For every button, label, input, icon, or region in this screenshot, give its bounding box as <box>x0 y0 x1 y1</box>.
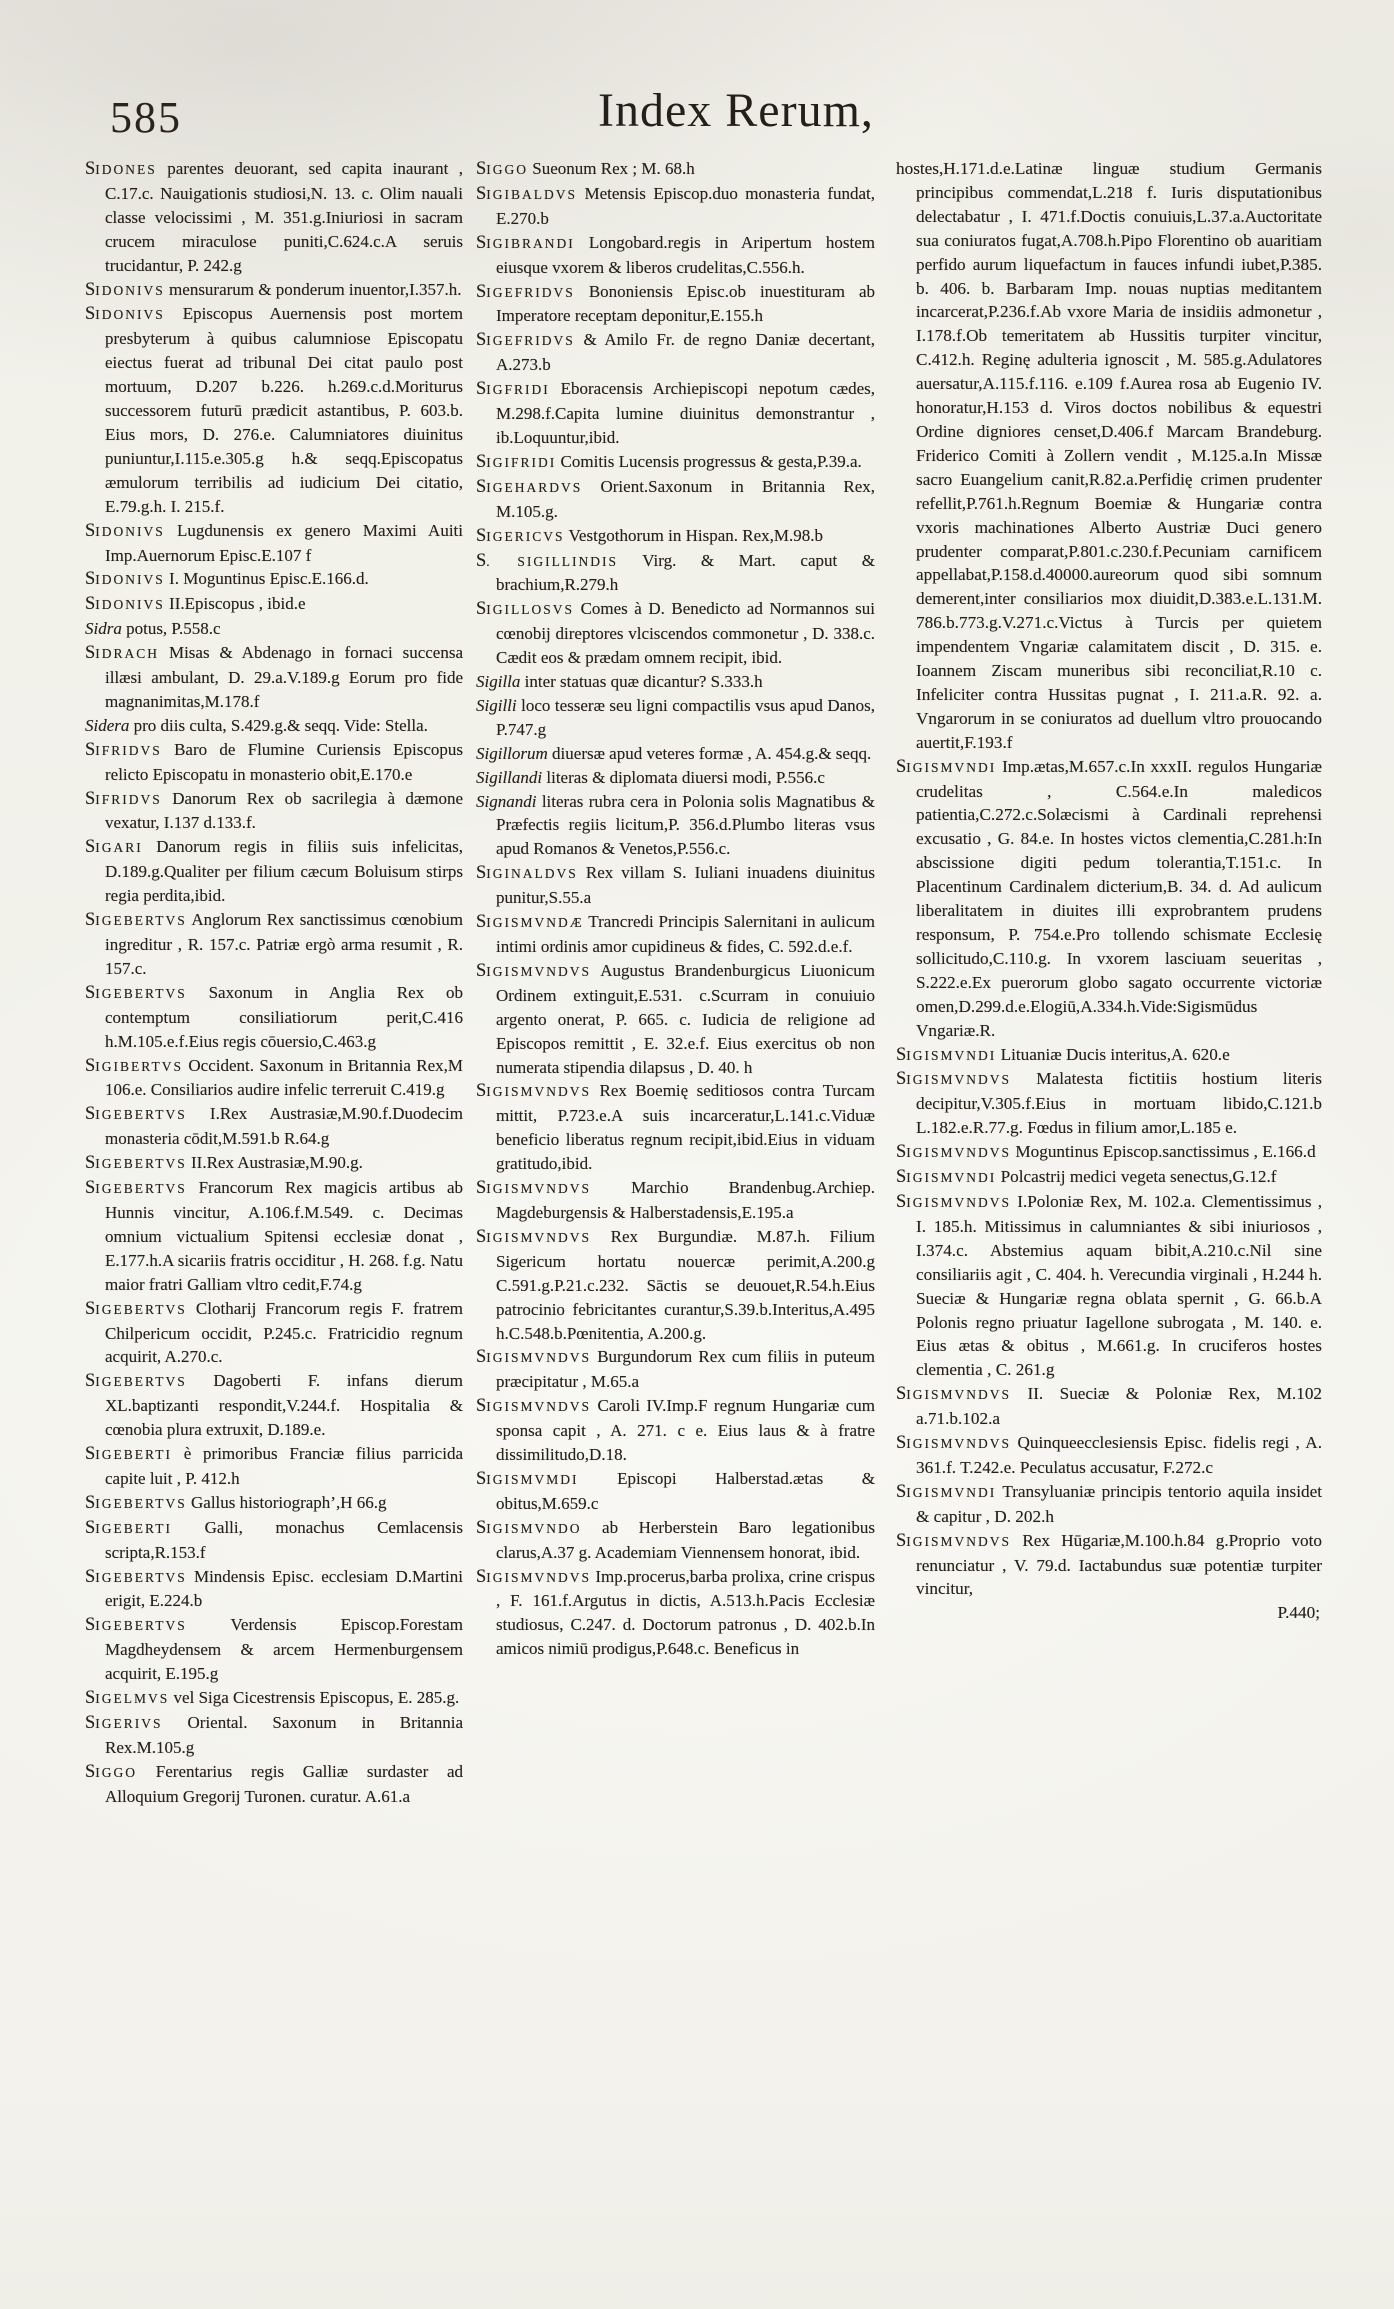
index-entry: Sidra potus, P.558.c <box>85 619 221 639</box>
entry-headword: SIGISMVNDI <box>896 1167 997 1188</box>
entry-headword: SIGISMVNDI <box>896 756 997 777</box>
entry-headword: SIGISMVMDI <box>476 1468 579 1489</box>
index-entry: SIGILLOSVS Comes à D. Benedicto ad Normannos sui cœnobij direptores vlciscendos commonetur , D. 338.c. Cædit eos & prædam omnem recipit, ibid. <box>476 599 875 668</box>
index-entry: SIGEHARDVS Orient.Saxonum in Britannia Rex, M.105.g. <box>476 476 875 521</box>
entry-headword: SIGISMVNDVS <box>476 1226 592 1247</box>
index-entry: Sigilli loco tesseræ seu ligni compactilis vsus apud Danos, P.747.g <box>476 695 876 739</box>
entry-headword: SIGEBERTVS <box>85 1298 187 1319</box>
entry-headword: SIGEBERTI <box>85 1444 172 1465</box>
index-entry: SIGIBERTVS Occident. Saxonum in Britannia Rex,M 106.e. Consiliarios audire infelic terreruit C.419.g <box>85 1055 463 1100</box>
index-entry: SIGEBERTVS II.Rex Austrasiæ,M.90.g. <box>85 1153 363 1174</box>
index-entry: SIGISMVNDI Imp.ætas,M.657.c.In xxxII. regulos Hungariæ crudelitas , C.564.e.In maledicos patientia,C.272.c.Solæcismi à Cardinali reprehensi excusatio , G. 84.e. In hostes victos clementia,C.281.h:In abscissione digiti pedum tolerantia,T.151.c. In Placentinum Cardinalem dicterium,B. 34. d. Ad aulicum liberalitatem in diuites illi exprobrantem prudens responsum, P. 754.e.Pro tollendo schismate Ecclesię sollicitudo,C.110.g. In vxorem lasciuam seueritas , S.222.e.Ex puerorum globo sagato occurrente victoriæ omen,D.299.d.e.Elogiū,A.334.h.Vide:Sigismūdus Vngariæ.R. <box>896 756 1322 1040</box>
entry-headword: S. SIGILLINDIS <box>476 550 619 571</box>
entry-headword: SIGEFRIDVS <box>476 281 575 302</box>
index-entry: SIGISMVNDVS Caroli IV.Imp.F regnum Hungariæ cum sponsa capit , A. 271. c e. Eius laus & à fratre dissimilitudo,D.18. <box>476 1396 875 1465</box>
index-column-1 <box>85 157 463 1809</box>
index-entry: SIDONIVS Lugdunensis ex genero Maximi Auiti Imp.Auernorum Episc.E.107 f <box>85 520 463 565</box>
entry-headword: Sidera <box>85 715 130 735</box>
entry-headword: SIDONIVS <box>85 279 165 300</box>
entry-headword: SIGEBERTVS <box>85 1104 187 1125</box>
index-entry: SIGISMVNDVS Marchio Brandenbug.Archiep. Magdeburgensis & Halberstadensis,E.195.a <box>476 1178 875 1222</box>
index-entry: SIGEBERTVS Anglorum Rex sanctissimus cœnobium ingreditur , R. 157.c. Patriæ ergò arma resumit , R. 157.c. <box>85 910 464 978</box>
index-entry: SIGISMVNDO ab Herberstein Baro legationibus clarus,A.37 g. Academiam Viennensem honorat, ibid. <box>476 1517 875 1562</box>
entry-headword: SIGEBERTVS <box>85 1615 187 1636</box>
entry-headword: Sigilli <box>476 695 517 715</box>
entry-headword: SIGISMVNDVS <box>896 1142 1012 1163</box>
index-entry: Sigillorum diuersæ apud veteres formæ , A. 454.g.& seqq. <box>476 743 872 763</box>
index-entry: SIGIFRIDI Comitis Lucensis progressus & gesta,P.39.a. <box>476 451 862 472</box>
entry-headword: SIGEFRIDVS <box>476 330 575 351</box>
index-entry: S. SIGILLINDIS Virg. & Mart. caput & brachium,R.279.h <box>476 550 875 595</box>
index-column-3 <box>896 157 1322 1625</box>
index-entry: SIGEBERTVS Francorum Rex magicis artibus ab Hunnis vincitur, A.106.f.M.549. c. Decimas omnium victualium Spitensi ecclesiæ donat , E.177.h.A sicariis fratris occiditur , H. 268. f.g. Natu maior fratri Galliam vltro cedit,F.74.g <box>85 1178 464 1294</box>
entry-headword: SIGISMVNDVS <box>476 1396 592 1417</box>
entry-headword: Signandi <box>476 791 537 811</box>
index-entry: SIGISMVNDI Lituaniæ Ducis interitus,A. 620.e <box>896 1044 1230 1065</box>
index-entry: SIGEFRIDVS & Amilo Fr. de regno Daniæ decertant, A.273.b <box>476 330 875 375</box>
index-entry: SIGGO Sueonum Rex ; M. 68.h <box>476 159 695 179</box>
entry-headword: SIGEBERTVS <box>85 1178 187 1199</box>
entry-headword: SIDONIVS <box>85 304 165 325</box>
entry-headword: SIGINALDVS <box>476 863 578 884</box>
index-entry: SIGISMVNDVS Rex Hūgariæ,M.100.h.84 g.Proprio voto renunciatur , V. 79.d. Iactabundus suæ potentiæ turpiter vincitur, <box>896 1530 1323 1599</box>
index-entry: SIGIBRANDI Longobard.regis in Aripertum hostem eiusque vxorem & liberos crudelitas,C.556.h. <box>476 232 876 277</box>
index-entry: SIGISMVNDVS Augustus Brandenburgicus Liuonicum Ordinem extinguit,E.531. c.Scurram in conuiuio argento onerat, P. 665. c. Iudicia de religione ad Episcopos remittit , E. 32.e.f. Eius exercitus ob non numerata stipendia dilapsus , D. 40. h <box>476 960 875 1077</box>
index-entry: SIGISMVNDVS Rex Burgundiæ. M.87.h. Filium Sigericum hortatu nouercæ perimit,A.200.g C.591.g.P.21.c.232. Sāctis se deuouet,R.54.h.Eius patrocinio febricitantes curantur,S.39.b.Interitus,A.495 h.C.548.b.Pœnitentia, A.200.g. <box>476 1226 876 1343</box>
page-title: Index Rerum, <box>598 84 874 137</box>
entry-headword: SIGISMVNDVS <box>896 1433 1012 1454</box>
entry-headword: SIGISMVNDVS <box>476 1178 592 1199</box>
index-entry: SIGISMVNDVS Malatesta fictitiis hostium literis decipitur,V.305.f.Eius in mortuam libido,C.121.b L.182.e.R.77.g. Fœdus in filium amor,L.185 e. <box>896 1069 1322 1138</box>
entry-headword: SIGEBERTVS <box>85 982 187 1003</box>
index-entry: SIGEBERTVS Mindensis Episc. ecclesiam D.Martini erigit, E.224.b <box>85 1566 464 1611</box>
index-entry: SIDONIVS mensurarum & ponderum inuentor,I.357.h. <box>85 279 462 300</box>
index-entry: SIGISMVNDVS Burgundorum Rex cum filiis in puteum præcipitatur , M.65.a <box>476 1347 875 1392</box>
entry-headword: SIGEBERTVS <box>85 1566 187 1587</box>
index-entry: Sigillandi literas & diplomata diuersi modi, P.556.c <box>476 767 825 787</box>
entry-headword: SIGEHARDVS <box>476 476 583 497</box>
entry-headword: SIGIBRANDI <box>476 232 575 253</box>
entry-headword: SIGILLOSVS <box>476 599 575 620</box>
entry-headword: SIGGO <box>85 1761 138 1782</box>
index-entry: SIGGO Ferentarius regis Galliæ surdaster ad Alloquium Gregorij Turonen. curatur. A.61.a <box>85 1761 464 1806</box>
index-entry: SIFRIDVS Danorum Rex ob sacrilegia à dæmone vexatur, I.137 d.133.f. <box>85 788 464 833</box>
index-entry: SIGISMVNDVS I.Poloniæ Rex, M. 102.a. Clementissimus , I. 185.h. Mitissimus in calumniantes & sibi iniuriosos , I.374.c. Abstemius aquam bibit,A.210.c.Nil sine consiliariis agit , C. 404. h. Verecundia virginali , H.244 h. Sueciæ & Hungariæ regna oblata spernit , G. 66.b.A Polonis regno priuatur Iagellone subrogata , M. 140. e. Eius ætas & obitus , M.661.g. In cruciferos hostes clementia , C. 261.g <box>896 1191 1322 1380</box>
page-number: 585 <box>110 93 182 142</box>
entry-headword: SIGISMVNDÆ <box>476 912 584 933</box>
entry-headword: SIGISMVNDI <box>896 1481 997 1502</box>
index-entry: SIDRACH Misas & Abdenago in fornaci succensa illæsi ambulant, D. 29.a.V.189.g Eorum pro fide magnanimitas,M.178.f <box>85 643 464 711</box>
index-entry: SIDONIVS I. Moguntinus Episc.E.166.d. <box>85 569 369 590</box>
entry-headword: SIGISMVNDVS <box>896 1191 1012 1212</box>
entry-headword: SIDONIVS <box>85 594 165 615</box>
entry-headword: SIGISMVNDVS <box>476 1566 592 1587</box>
entry-headword: SIFRIDVS <box>85 739 162 760</box>
entry-headword: SIGERIVS <box>85 1713 163 1733</box>
entry-headword: SIDONIVS <box>85 520 165 541</box>
index-entry: Sigilla inter statuas quæ dicantur? S.333.h <box>476 672 763 692</box>
index-entry: SIGFRIDI Eboracensis Archiepiscopi nepotum cædes, M.298.f.Capita lumine diuinitus demonstrantur , ib.Loquuntur,ibid. <box>476 379 875 447</box>
entry-headword: SIGISMVNDO <box>476 1517 582 1538</box>
index-entry: SIGEBERTVS Gallus historiograph’,H 66.g <box>85 1492 387 1513</box>
entry-headword: SIGEBERTI <box>85 1517 172 1538</box>
index-entry: SIGEFRIDVS Bononiensis Episc.ob inuestituram ab Imperatore receptam deponitur,E.155.h <box>476 281 876 326</box>
index-entry: SIGERICVS Vestgothorum in Hispan. Rex,M.98.b <box>476 525 824 546</box>
index-entry: SIGISMVNDÆ Trancredi Principis Salernitani in aulicum intimi ordinis amor cupidineus & fides, C. 592.d.e.f. <box>476 912 875 956</box>
entry-headword: SIGISMVNDVS <box>476 1347 592 1368</box>
index-entry: SIGISMVNDVS II. Sueciæ & Poloniæ Rex, M.102 a.71.b.102.a <box>896 1384 1323 1429</box>
entry-headword: Sidra <box>85 619 122 639</box>
index-entry: Sidera pro diis culta, S.429.g.& seqq. Vide: Stella. <box>85 715 428 735</box>
entry-headword: SIGISMVNDVS <box>896 1069 1012 1090</box>
entry-tail-reference: P.440; <box>1277 1603 1320 1623</box>
entry-headword: SIDONES <box>85 159 157 179</box>
entry-headword: SIGIBALDVS <box>476 183 578 204</box>
index-entry: SIGISMVMDI Episcopi Halberstad.ætas & obitus,M.659.c <box>476 1468 876 1513</box>
entry-headword: Sigillorum <box>476 743 548 763</box>
index-entry: SIFRIDVS Baro de Flumine Curiensis Episcopus relicto Episcopatu in monasterio obit,E.170.e <box>85 739 463 784</box>
entry-headword: SIGFRIDI <box>476 379 550 400</box>
entry-headword: SIGEBERTVS <box>85 910 187 931</box>
entry-headword: SIGARI <box>85 837 143 858</box>
entry-headword: SIDONIVS <box>85 569 165 590</box>
index-entry: SIGISMVNDVS Imp.procerus,barba prolixa, crine crispus , F. 161.f.Argutus in dictis, A.513.h.Pacis Ecclesiæ studiosus, C.247. d. Doctorum patronus , D. 402.b.In amicos nimiū prodigus,P.648.c. Beneficus in <box>476 1566 875 1659</box>
index-column-2 <box>476 157 875 1661</box>
index-entry: SIGERIVS Oriental. Saxonum in Britannia Rex.M.105.g <box>85 1713 464 1757</box>
entry-headword: SIGEBERTVS <box>85 1492 187 1513</box>
index-entry: SIGISMVNDI Polcastrij medici vegeta senectus,G.12.f <box>896 1167 1277 1188</box>
index-entry: SIDONES parentes deuorant, sed capita inaurant , C.17.c. Nauigationis studiosi,N. 13. c. Olim nauali classe velocissimi , M. 351.g.Iniuriosi in sacram crucem miraculose puniti,C.624.c.A seruis trucidantur, P. 242.g <box>85 159 464 275</box>
entry-headword: Sigillandi <box>476 767 543 787</box>
entry-headword: SIGISMVNDVS <box>896 1384 1012 1405</box>
index-entry: SIGEBERTVS Verdensis Episcop.Forestam Magdheydensem & arcem Hermenburgensem acquirit, E.195.g <box>85 1615 463 1684</box>
index-entry: SIGEBERTVS Dagoberti F. infans dierum XL.baptizanti respondit,V.244.f. Hospitalia & cœnobia plura extruxit, D.189.e. <box>85 1371 463 1440</box>
entry-headword: SIGEBERTVS <box>85 1371 187 1392</box>
index-entry: SIGISMVNDI Transyluaniæ principis tentorio aquila insidet & capitur , D. 202.h <box>896 1481 1322 1526</box>
entry-headword: SIGELMVS <box>85 1688 170 1709</box>
entry-headword: SIGIFRIDI <box>476 451 557 472</box>
entry-headword: SIFRIDVS <box>85 788 162 809</box>
entry-headword: SIGISMVNDVS <box>476 960 592 981</box>
entry-headword: Sigilla <box>476 672 521 692</box>
entry-headword: SIGISMVNDVS <box>896 1530 1012 1551</box>
index-entry: SIGEBERTI è primoribus Franciæ filius parricida capite luit , P. 412.h <box>85 1444 463 1488</box>
index-entry: SIGEBERTVS I.Rex Austrasiæ,M.90.f.Duodecim monasteria cōdit,M.591.b R.64.g <box>85 1104 464 1149</box>
index-entry: SIGEBERTVS Clotharij Francorum regis F. fratrem Chilpericum occidit, P.245.c. Fratricidio regnum acquirit, A.270.c. <box>85 1298 463 1367</box>
entry-headword: SIGISMVNDI <box>896 1044 997 1065</box>
index-entry: SIDONIVS Episcopus Auernensis post mortem presbyterum à quibus calumniose Episcopatu eiectus fuerat ad tribunal Dei citat paulo post mortuum, D.207 b.226. h.269.c.d.Moriturus successorem futurū prædicit astantibus, P. 603.b. Eius mors, D. 276.e. Calumniatores diuinitus puniuntur,I.115.e.305.g h.& seqq.Episcopatus æmulorum terribilis ad iudicium Dei citatio, E.79.g.h. I. 215.f. <box>85 304 463 516</box>
index-entry-continuation: hostes,H.171.d.e.Latinæ linguæ studium Germanis principibus commendat,L.218 f. Iuris disputationibus delectabatur , I. 471.f.Doctis conuiuis,L.37.a.Auctoritate sua coniuratos fugat,A.708.h.Pipo Florentino ob auaritiam perfido aurum liquefactum in fauces infundi iubet,P.385. b. 406. b. Barbaram Imp. nouas nuptias meditantem incarcerat,P.236.f.Ab vxore Maria de insidiis admonetur , I.178.f.Ob temeritatem ab Hussitis turpiter vincitur, C.412.h. Reginę adulteria ignoscit , M. 585.g.Adulatores auersatur,A.115.f.116. e.109 f.Aurea rosa ab Eugenio IV. honoratur,H.153 d. Viros doctos nobilibus & equestri Ordine digniores censet,D.406.f Marcam Brandeburg. Friderico Comiti à Zollern vendit , M.125.a.In Missæ sacro Euangelium canit,R.82.a.Perfidię crimen prudenter refellit,P.761.h.Regnum Boemiæ & Hungariæ contra vxoris machinationes Alberto Austriæ Duci genero prudenter comparat,P.801.c.230.f.Pecuniam carnificem appellabat,P.158.d.40000.aureorum quod sibi somnum demerent,inter consiliarios mox diuidit,D.383.e.L.131.M. 786.b.773.g.V.271.c.Victus à Turcis per quietem impendentem Vngariæ calamitatem discit , D. 315. e. Ioannem Ziscam muneribus sibi reconciliat,R.10 c. Infeliciter contra Hussitas pugnat , I. 211.a.R. 92. a. Vngarorum in se coniuratos ad duellum vltro prouocando auertit,F.193.f <box>896 159 1322 752</box>
index-entry: SIGINALDVS Rex villam S. Iuliani inuadens diuinitus punitur,S.55.a <box>476 863 875 908</box>
index-entry: SIGELMVS vel Siga Cicestrensis Episcopus, E. 285.g. <box>85 1688 460 1709</box>
index-entry: SIGEBERTVS Saxonum in Anglia Rex ob contemptum consiliatiorum perit,C.416 h.M.105.e.f.Eius regis cōuersio,C.463.g <box>85 982 464 1051</box>
entry-headword: SIGGO <box>476 159 529 179</box>
index-entry: SIGIBALDVS Metensis Episcop.duo monasteria fundat, E.270.b <box>476 183 876 228</box>
index-entry: SIGARI Danorum regis in filiis suis infelicitas, D.189.g.Qualiter per filium cæcum Boluisum stirps regia perdita,ibid. <box>85 837 463 906</box>
index-entry: SIGISMVNDVS Rex Boemię seditiosos contra Turcam mittit, P.723.e.A suis incarceratur,L.141.c.Viduæ beneficio liberatus regnum recipit,ibid.Eius in viduam gratitudo,ibid. <box>476 1081 875 1174</box>
index-entry: SIGISMVNDVS Moguntinus Episcop.sanctissimus , E.166.d <box>896 1142 1316 1163</box>
index-columns <box>85 157 1322 1809</box>
entry-headword: SIGIBERTVS <box>85 1055 183 1076</box>
index-entry: SIDONIVS II.Episcopus , ibid.e <box>85 594 306 615</box>
entry-headword: SIGEBERTVS <box>85 1153 187 1174</box>
entry-headword: SIGISMVNDVS <box>476 1081 592 1102</box>
index-entry: SIGEBERTI Galli, monachus Cemlacensis scripta,R.153.f <box>85 1517 463 1562</box>
entry-headword: SIDRACH <box>85 643 160 664</box>
index-entry: Signandi literas rubra cera in Polonia solis Magnatibus & Præfectis regiis licitum,P. 356.d.Plumbo literas vsus apud Romanos & Venetos,P.556.c. <box>476 791 875 859</box>
entry-headword: SIGERICVS <box>476 525 565 546</box>
index-entry: SIGISMVNDVS Quinqueecclesiensis Episc. fidelis regi , A. 361.f. T.242.e. Peculatus accusatur, F.272.c <box>896 1433 1323 1477</box>
